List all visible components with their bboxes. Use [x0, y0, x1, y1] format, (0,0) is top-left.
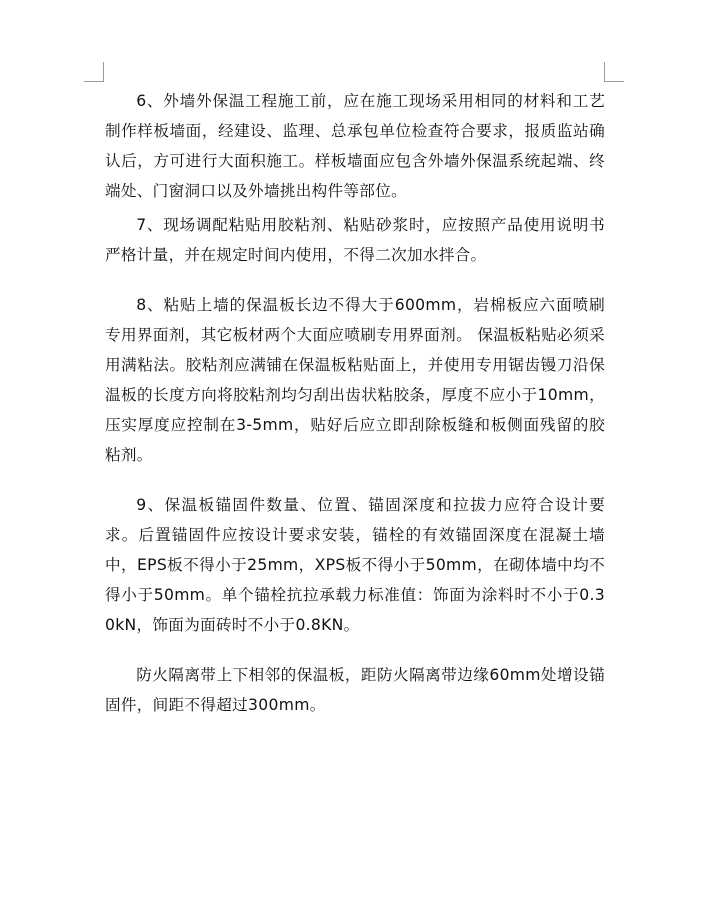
paragraph-6: 6、外墙外保温工程施工前，应在施工现场采用相同的材料和工艺制作样板墙面，经建设、监理、总承包单位检查符合要求，报质监站确认后，方可进行大面积施工。样板墙面应包含外墙外保温系统起端、终端处、门窗洞口以及外墙挑出构件等部位。 — [105, 92, 605, 200]
paragraph-fire-barrier: 防火隔离带上下相邻的保温板，距防火隔离带边缘60mm处增设锚固件，间距不得超过300mm。 — [105, 666, 605, 714]
page-corner-mark-top-left — [84, 62, 104, 82]
document-body — [105, 86, 605, 720]
paragraph-9: 9、保温板锚固件数量、位置、锚固深度和拉拔力应符合设计要求。后置锚固件应按设计要求安装，锚栓的有效锚固深度在混凝土墙中，EPS板不得小于25mm，XPS板不得小于50mm，在砌体墙中均不得小于50mm。单个锚栓抗拉承载力标准值：饰面为涂料时不小于0.30kN，饰面为面砖时不小于0.8KN。 — [105, 496, 605, 634]
paragraph-7: 7、现场调配粘贴用胶粘剂、粘贴砂浆时，应按照产品使用说明书严格计量，并在规定时间内使用，不得二次加水拌合。 — [105, 216, 605, 264]
paragraph-8: 8、粘贴上墙的保温板长边不得大于600mm，岩棉板应六面喷刷专用界面剂，其它板材两个大面应喷刷专用界面剂。 保温板粘贴必须采用满粘法。胶粘剂应满铺在保温板粘贴面上，并使用专用锯齿镘刀沿保温板的长度方向将胶粘剂均匀刮出齿状粘胶条，厚度不应小于10mm，压实厚度应控制在3-5mm，贴好后应立即刮除板缝和板侧面残留的胶粘剂。 — [105, 296, 605, 464]
page-corner-mark-top-right — [604, 62, 624, 82]
